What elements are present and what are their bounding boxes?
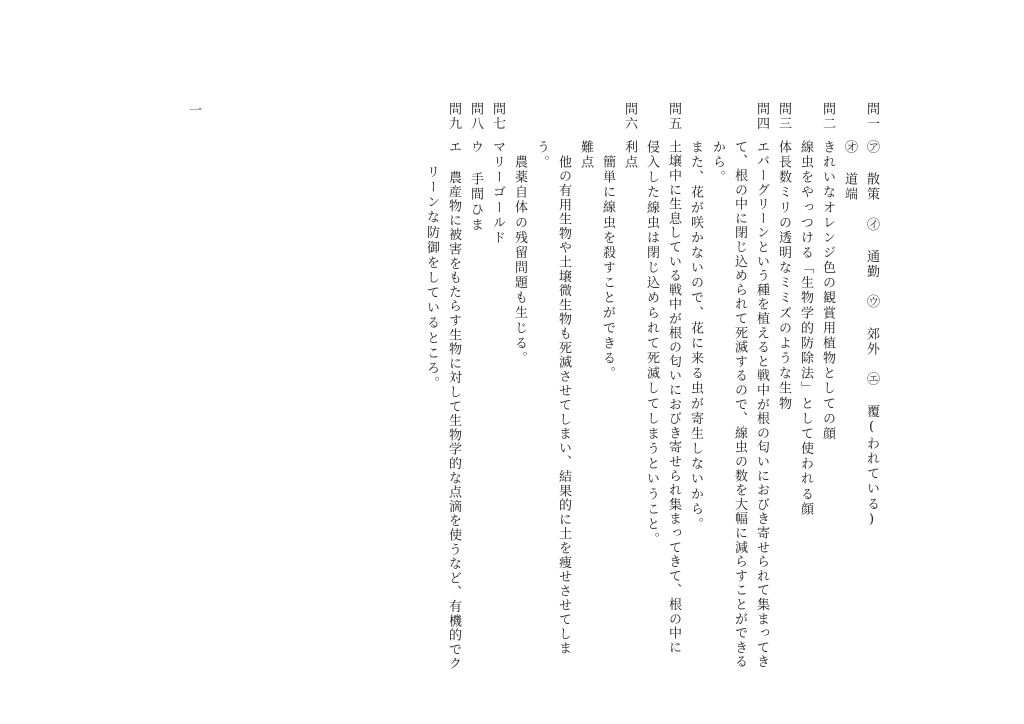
question-6-demerit-line-1: 他の有用生物や土壌微生物も死滅させてしまい、結果的に土を痩せさせてしま <box>556 155 571 656</box>
question-5-answer-line-3: 侵入した線虫は閉じ込められて死滅してしまうということ。 <box>644 140 659 548</box>
question-3-label: 問三 <box>776 102 791 132</box>
question-1-answer: ㋐ 散策 ㋑ 通勤 ㋒ 郊外 ㋓ 覆(われている) <box>864 140 879 529</box>
question-2-answer-line-2: 線虫をやっつける「生物学的防除法」として使われる顔 <box>798 140 813 517</box>
question-4-answer-line-1: エバーグリーンという種を植えると戦中が根の匂いにおびき寄せられて集まってき <box>754 140 769 670</box>
question-3-answer: 体長数ミリの透明なミミズのような生物 <box>776 140 791 412</box>
question-6-merit-text: 簡単に線虫を殺すことができる。 <box>600 155 615 382</box>
question-4-label: 問四 <box>754 102 769 132</box>
question-6-demerit-line-2: う。 <box>534 140 549 171</box>
question-2-answer-line-1: きれいなオレンジ色の観賞用植物としての顔 <box>820 140 835 442</box>
question-6-demerit-label: 難点 <box>578 140 593 171</box>
question-5-answer-line-1: また、花が咲かないので、花に来る虫が寄生しないから。 <box>688 140 703 533</box>
question-1-answer-cont: ㋔ 道端 <box>842 140 857 203</box>
question-7-label: 問七 <box>490 102 505 132</box>
question-5-label: 問五 <box>666 102 681 132</box>
question-8-label: 問八 <box>468 102 483 132</box>
question-9-label: 問九 <box>446 102 461 132</box>
question-4-answer-line-3: から。 <box>710 140 725 186</box>
question-4-answer-line-2: て、根の中に閉じ込められて死滅するので、線虫の数を大幅に減らすことができる <box>732 140 747 670</box>
question-1-label: 問一 <box>864 102 879 132</box>
question-6-label: 問六 <box>622 102 637 132</box>
question-7-answer: マリーゴールド <box>490 140 505 246</box>
section-number: 一 <box>186 103 201 117</box>
question-6-merit-label: 利点 <box>622 140 637 171</box>
question-2-label: 問二 <box>820 102 835 132</box>
question-8-answer: ウ 手間ひま <box>468 140 483 233</box>
question-9-answer-line-1: エ 農産物に被害をもたらす生物に対して生物学的な点滴を使うなど、有機的でク <box>446 140 461 672</box>
question-6-demerit-line-3: 農薬自体の残留問題も生じる。 <box>512 155 527 367</box>
question-9-answer-line-2: リーンな防御をしているところ。 <box>424 165 439 392</box>
question-5-answer-line-2: 土壌中に生息している戦中が根の匂いにおびき寄せられ集まってきて、根の中に <box>666 140 681 655</box>
